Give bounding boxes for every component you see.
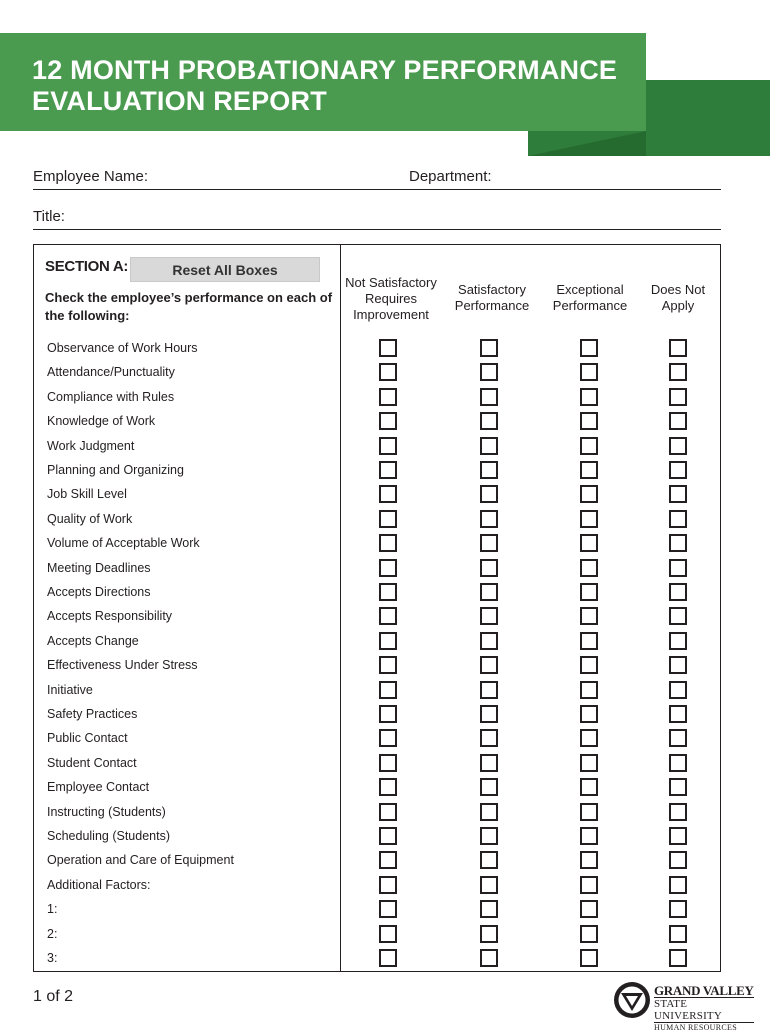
row-label: Knowledge of Work: [47, 414, 156, 429]
rating-checkbox-col3[interactable]: [580, 363, 598, 381]
rating-checkbox-col4[interactable]: [669, 583, 687, 601]
rating-checkbox-col1[interactable]: [379, 705, 397, 723]
employee-name-field[interactable]: [33, 189, 721, 190]
row-label: 1:: [47, 902, 58, 917]
rating-checkbox-col2[interactable]: [480, 339, 498, 357]
rating-checkbox-col3[interactable]: [580, 827, 598, 845]
rating-checkbox-col1[interactable]: [379, 656, 397, 674]
row-label: Planning and Organizing: [47, 463, 184, 477]
row-label: Instructing (Students): [47, 804, 166, 819]
row-label: Observance of Work Hours: [47, 341, 198, 355]
rating-checkbox-col3[interactable]: [580, 778, 598, 796]
rating-checkbox-col3[interactable]: [580, 656, 598, 674]
rating-checkbox-col2[interactable]: [480, 534, 498, 552]
row-label: Scheduling (Students): [47, 829, 170, 843]
rating-checkbox-col2[interactable]: [480, 559, 498, 577]
column-header-not-satisfactory: Not Satisfactory Requires Improvement: [345, 275, 437, 322]
row-label: Accepts Responsibility: [47, 609, 173, 624]
column-header-exceptional: Exceptional Performance: [552, 282, 628, 313]
employee-name-label: Employee Name:: [33, 168, 149, 185]
rating-checkbox-col1[interactable]: [379, 949, 397, 967]
rating-checkbox-col1[interactable]: [379, 607, 397, 625]
rating-checkbox-col3[interactable]: [580, 559, 598, 577]
rating-checkbox-col3[interactable]: [580, 339, 598, 357]
rating-checkbox-col3[interactable]: [580, 803, 598, 821]
rating-checkbox-col2[interactable]: [480, 681, 498, 699]
rating-checkbox-col2[interactable]: [480, 851, 498, 869]
rating-checkbox-col3[interactable]: [580, 461, 598, 479]
rating-checkbox-col1[interactable]: [379, 876, 397, 894]
rating-checkbox-col4[interactable]: [669, 363, 687, 381]
section-instruction: Check the employee’s performance on each of the following:: [45, 290, 333, 323]
rating-checkbox-col3[interactable]: [580, 900, 598, 918]
rating-checkbox-col2[interactable]: [480, 705, 498, 723]
logo-line2: STATE UNIVERSITY: [654, 997, 754, 1022]
row-label: Quality of Work: [47, 511, 133, 526]
rating-checkbox-col2[interactable]: [480, 729, 498, 747]
rating-checkbox-col1[interactable]: [379, 510, 397, 528]
rating-checkbox-col2[interactable]: [480, 412, 498, 430]
row-label: Initiative: [47, 682, 93, 697]
rating-checkbox-col2[interactable]: [480, 485, 498, 503]
rating-checkbox-col4[interactable]: [669, 485, 687, 503]
row-label: 3:: [47, 951, 58, 965]
rating-checkbox-col2[interactable]: [480, 607, 498, 625]
rating-checkbox-col1[interactable]: [379, 778, 397, 796]
rating-checkbox-col1[interactable]: [379, 729, 397, 747]
title-field[interactable]: [33, 229, 721, 230]
rating-checkbox-col2[interactable]: [480, 363, 498, 381]
rating-checkbox-col2[interactable]: [480, 803, 498, 821]
rating-checkbox-col4[interactable]: [669, 729, 687, 747]
rating-checkbox-col2[interactable]: [480, 388, 498, 406]
rating-checkbox-col1[interactable]: [379, 388, 397, 406]
rating-checkbox-col4[interactable]: [669, 827, 687, 845]
rating-checkbox-col2[interactable]: [480, 876, 498, 894]
row-label: Public Contact: [47, 731, 128, 746]
rating-checkbox-col2[interactable]: [480, 900, 498, 918]
rating-checkbox-col4[interactable]: [669, 681, 687, 699]
rating-checkbox-col3[interactable]: [580, 754, 598, 772]
rating-checkbox-col3[interactable]: [580, 510, 598, 528]
rating-checkbox-col4[interactable]: [669, 876, 687, 894]
rating-checkbox-col1[interactable]: [379, 900, 397, 918]
column-divider: [340, 245, 341, 971]
rating-checkbox-col2[interactable]: [480, 949, 498, 967]
department-label: Department:: [409, 168, 492, 185]
gvsu-logo-icon: [612, 980, 652, 1020]
rating-checkbox-col3[interactable]: [580, 949, 598, 967]
rating-checkbox-col3[interactable]: [580, 851, 598, 869]
column-header-does-not-apply: Does Not Apply: [650, 282, 706, 313]
rating-checkbox-col2[interactable]: [480, 778, 498, 796]
row-label: Effectiveness Under Stress: [47, 658, 198, 673]
logo-line1: GRAND VALLEY: [654, 983, 754, 998]
row-label: Job Skill Level: [47, 487, 127, 502]
row-label: Meeting Deadlines: [47, 560, 151, 575]
rating-checkbox-col1[interactable]: [379, 803, 397, 821]
rating-checkbox-col3[interactable]: [580, 534, 598, 552]
row-label: Volume of Acceptable Work: [47, 536, 200, 551]
row-label: Additional Factors:: [47, 877, 151, 892]
rating-checkbox-col4[interactable]: [669, 412, 687, 430]
column-header-satisfactory: Satisfactory Performance: [454, 282, 530, 313]
rating-checkbox-col4[interactable]: [669, 461, 687, 479]
rating-checkbox-col1[interactable]: [379, 534, 397, 552]
row-label: Student Contact: [47, 755, 137, 770]
row-label: Accepts Directions: [47, 585, 151, 599]
rating-checkbox-col3[interactable]: [580, 925, 598, 943]
rating-checkbox-col1[interactable]: [379, 583, 397, 601]
rating-checkbox-col3[interactable]: [580, 681, 598, 699]
rating-checkbox-col3[interactable]: [580, 388, 598, 406]
page-title-line2: EVALUATION REPORT: [32, 86, 327, 116]
rating-checkbox-col3[interactable]: [580, 729, 598, 747]
rating-checkbox-col1[interactable]: [379, 632, 397, 650]
rating-checkbox-col1[interactable]: [379, 437, 397, 455]
rating-checkbox-col1[interactable]: [379, 485, 397, 503]
rating-checkbox-col1[interactable]: [379, 681, 397, 699]
rating-checkbox-col1[interactable]: [379, 339, 397, 357]
rating-checkbox-col3[interactable]: [580, 632, 598, 650]
row-label: Attendance/Punctuality: [47, 365, 175, 380]
rating-checkbox-col4[interactable]: [669, 656, 687, 674]
rating-checkbox-col3[interactable]: [580, 607, 598, 625]
rating-checkbox-col3[interactable]: [580, 437, 598, 455]
rating-checkbox-col3[interactable]: [580, 705, 598, 723]
rating-checkbox-col1[interactable]: [379, 559, 397, 577]
rating-checkbox-col1[interactable]: [379, 363, 397, 381]
evaluation-table: [33, 244, 721, 972]
row-label: Employee Contact: [47, 780, 150, 795]
rating-checkbox-col4[interactable]: [669, 388, 687, 406]
rating-checkbox-col2[interactable]: [480, 583, 498, 601]
rating-checkbox-col4[interactable]: [669, 851, 687, 869]
rating-checkbox-col4[interactable]: [669, 510, 687, 528]
rating-checkbox-col1[interactable]: [379, 925, 397, 943]
title-label: Title:: [33, 208, 65, 225]
rating-checkbox-col2[interactable]: [480, 827, 498, 845]
logo-line3: HUMAN RESOURCES: [654, 1022, 754, 1033]
row-label: Safety Practices: [47, 707, 138, 721]
rating-checkbox-col4[interactable]: [669, 534, 687, 552]
row-label: Work Judgment: [47, 438, 135, 453]
rating-checkbox-col1[interactable]: [379, 412, 397, 430]
rating-checkbox-col2[interactable]: [480, 461, 498, 479]
rating-checkbox-col4[interactable]: [669, 754, 687, 772]
row-label: 2:: [47, 926, 58, 941]
rating-checkbox-col3[interactable]: [580, 876, 598, 894]
row-label: Compliance with Rules: [47, 389, 175, 404]
reset-all-boxes-button[interactable]: Reset All Boxes: [130, 257, 320, 282]
rating-checkbox-col2[interactable]: [480, 925, 498, 943]
rating-checkbox-col2[interactable]: [480, 656, 498, 674]
rating-checkbox-col3[interactable]: [580, 485, 598, 503]
rating-checkbox-col1[interactable]: [379, 827, 397, 845]
rating-checkbox-col4[interactable]: [669, 607, 687, 625]
rating-checkbox-col4[interactable]: [669, 559, 687, 577]
rating-checkbox-col4[interactable]: [669, 803, 687, 821]
section-label: SECTION A:: [45, 258, 129, 275]
rating-checkbox-col2[interactable]: [480, 510, 498, 528]
rating-checkbox-col4[interactable]: [669, 949, 687, 967]
rating-checkbox-col4[interactable]: [669, 437, 687, 455]
row-label: Accepts Change: [47, 633, 139, 648]
rating-checkbox-col1[interactable]: [379, 461, 397, 479]
rating-checkbox-col3[interactable]: [580, 583, 598, 601]
rating-checkbox-col1[interactable]: [379, 851, 397, 869]
rating-checkbox-col2[interactable]: [480, 632, 498, 650]
page-title-line1: 12 MONTH PROBATIONARY PERFORMANCE: [32, 55, 618, 85]
page-title: [32, 55, 632, 117]
rating-checkbox-col2[interactable]: [480, 437, 498, 455]
rating-checkbox-col3[interactable]: [580, 412, 598, 430]
rating-checkbox-col4[interactable]: [669, 632, 687, 650]
rating-checkbox-col2[interactable]: [480, 754, 498, 772]
rating-checkbox-col4[interactable]: [669, 778, 687, 796]
rating-checkbox-col4[interactable]: [669, 925, 687, 943]
gvsu-logo-text: [654, 984, 754, 1033]
rating-checkbox-col4[interactable]: [669, 705, 687, 723]
rating-checkbox-col4[interactable]: [669, 900, 687, 918]
row-label: Operation and Care of Equipment: [47, 853, 234, 868]
page-number: 1 of 2: [33, 988, 74, 1005]
rating-checkbox-col4[interactable]: [669, 339, 687, 357]
rating-checkbox-col1[interactable]: [379, 754, 397, 772]
